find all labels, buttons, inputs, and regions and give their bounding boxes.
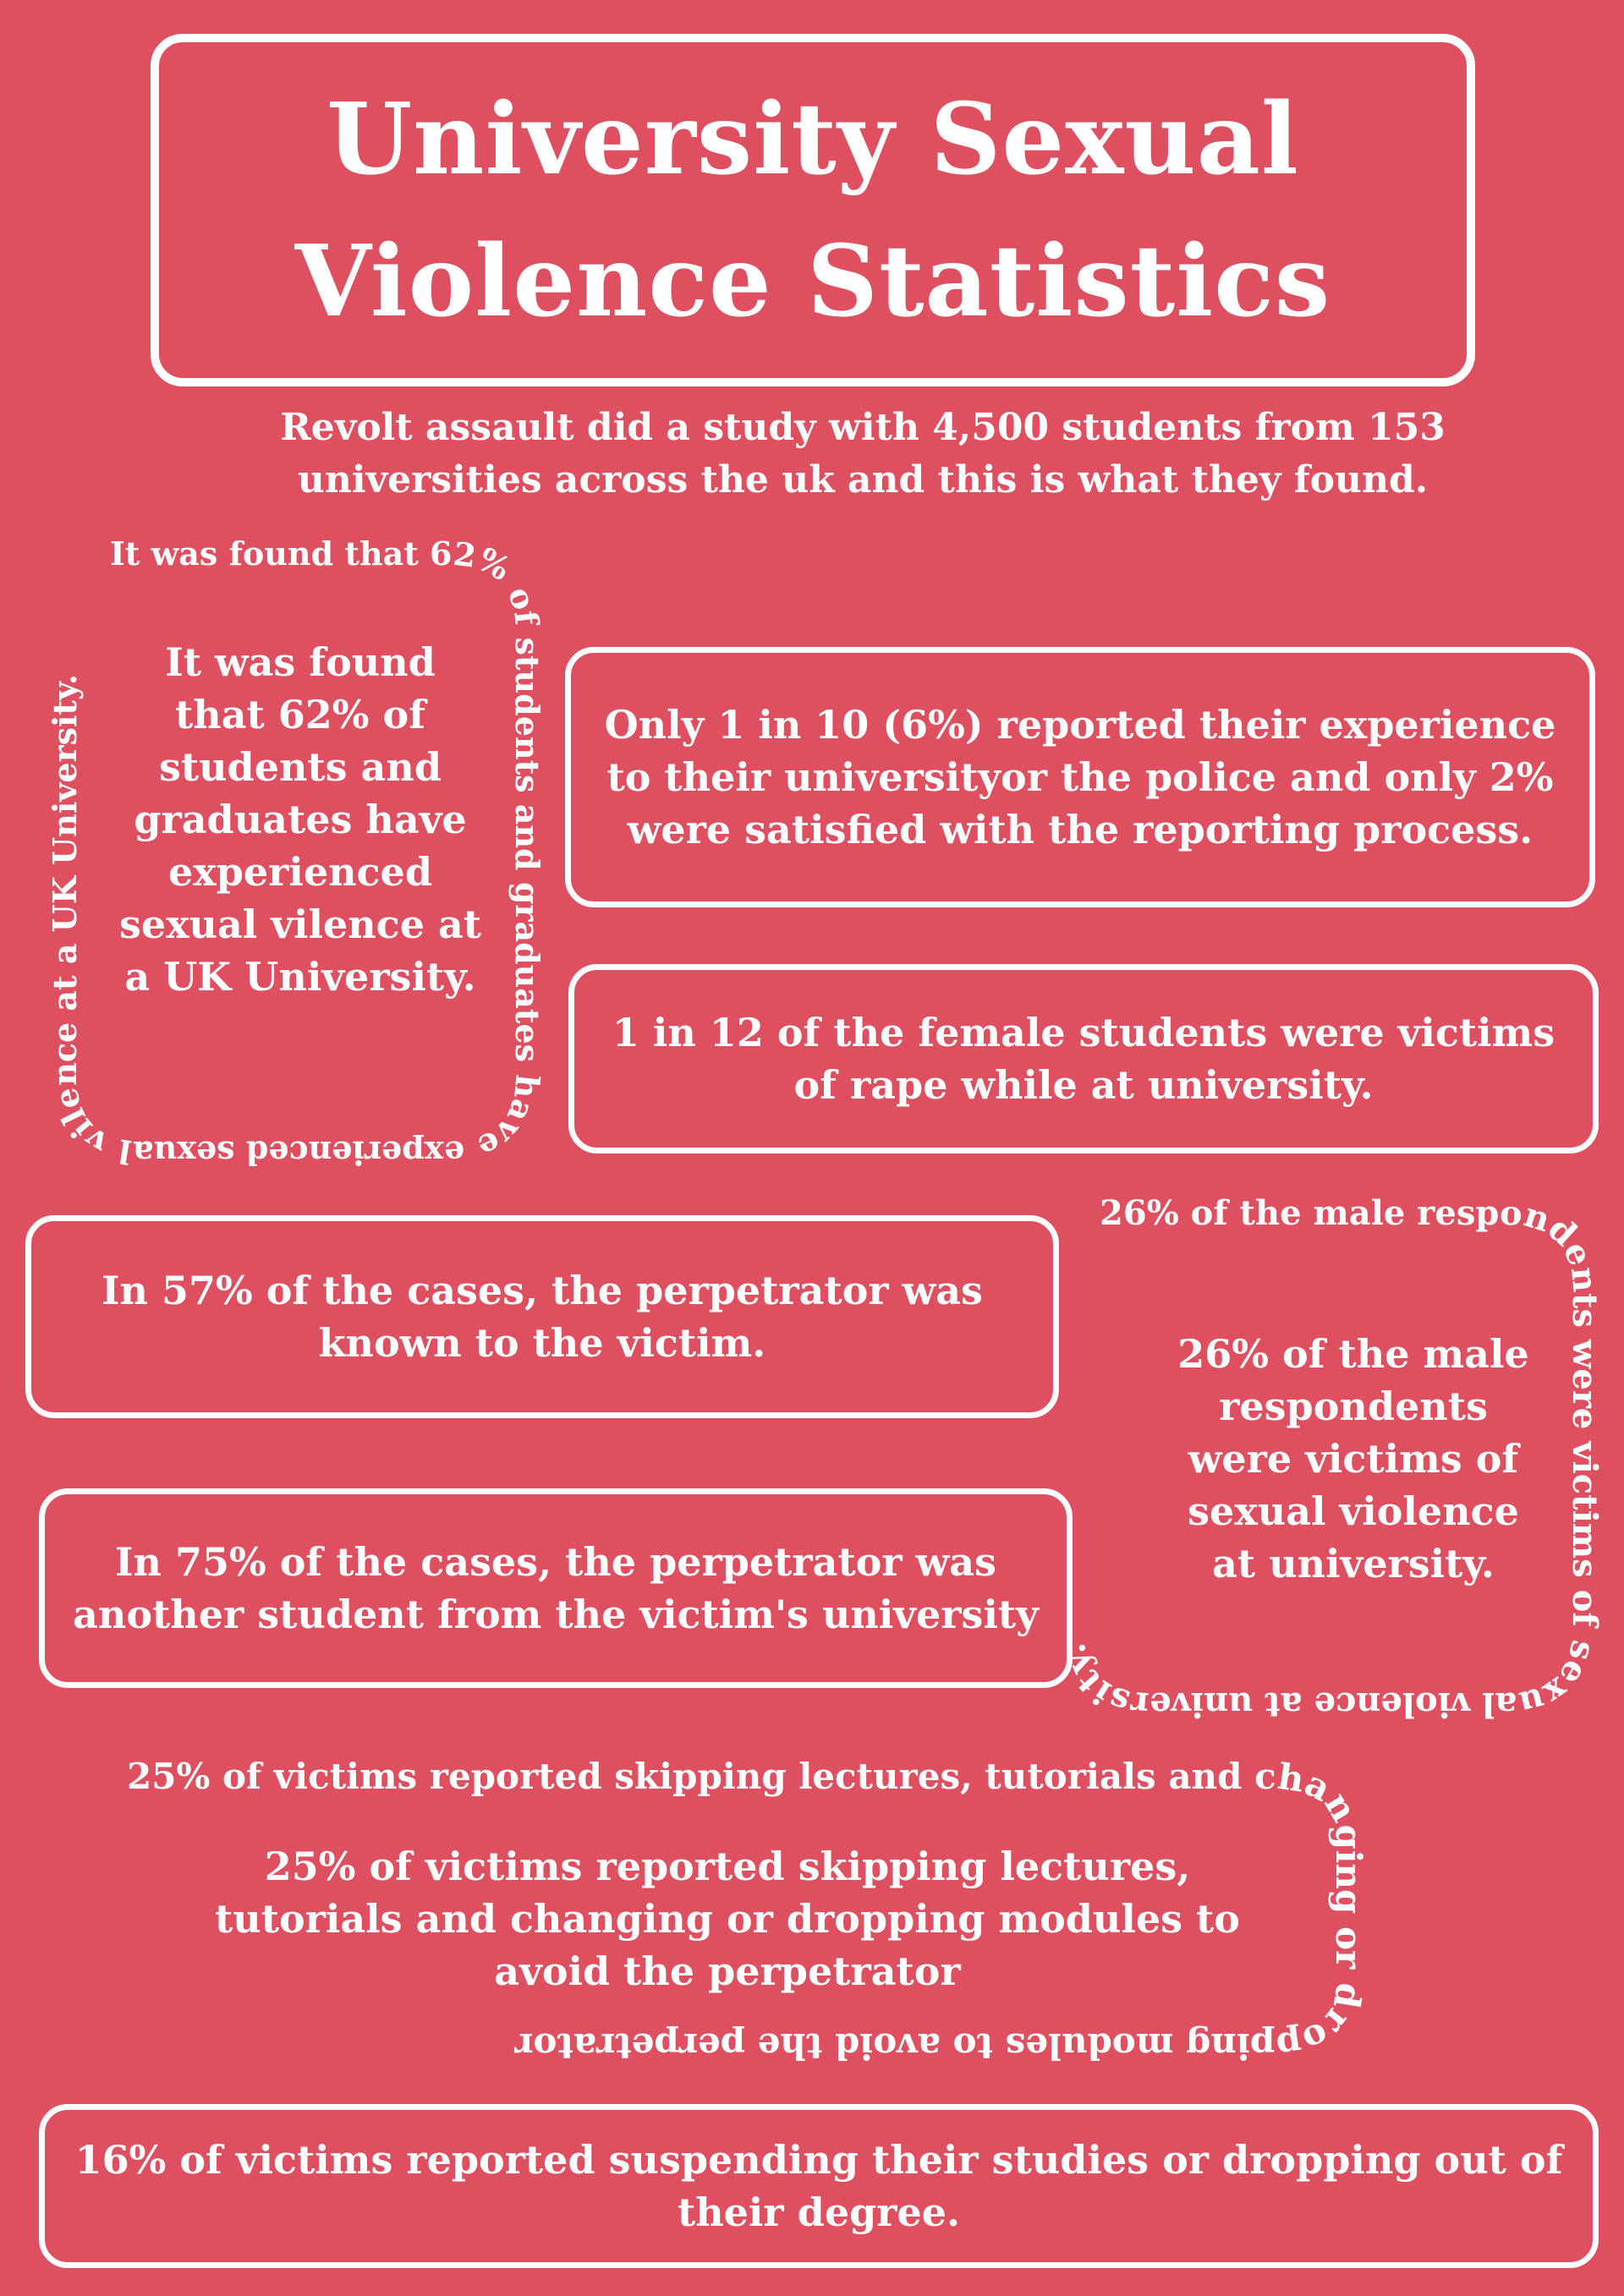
stat-reported-6: Only 1 in 10 (6%) reported their experience to their universityor the police and only 2% were satisfied with the reporting process. xyxy=(604,702,1556,852)
stat-known-57: In 57% of the cases, the perpetrator was known to the victim. xyxy=(102,1268,983,1366)
stat-suspending-16-box xyxy=(39,2104,1599,2268)
stat-25-center: 25% of victims reported skipping lectures, tutorials and changing or dropping modules to avoid the perpetrator xyxy=(215,1844,1240,1994)
ring-text-25: 25% of victims reported skipping lectures, tutorials and changing or dropping modules to avoid the perpetrator xyxy=(127,1755,1370,2068)
stat-female-rape: 1 in 12 of the female students were victims of rape while at university. xyxy=(612,1010,1555,1108)
stat-student-75: In 75% of the cases, the perpetrator was another student from the victim's university xyxy=(73,1539,1039,1637)
ring-text-62: It was found that 62% of students and graduates have experienced sexual vilence at a UK University. xyxy=(46,534,547,1173)
ring-text-26: 26% of the male respondents were victims of sexual violence at university. xyxy=(1052,1192,1605,1725)
stat-reported-6-box xyxy=(565,647,1595,907)
stat-female-box xyxy=(568,964,1599,1153)
title-line-2: Violence Statistics xyxy=(294,223,1331,339)
stat-student-75-box xyxy=(39,1488,1073,1688)
stat-26-center: 26% of the male respondents were victims of sexual violence at university. xyxy=(1177,1331,1529,1586)
title-line-1: University Sexual xyxy=(326,81,1299,197)
stat-62-center: It was found that 62% of students and graduates have experienced sexual vilence at a UK University. xyxy=(118,639,482,1000)
stat-suspending-16: 16% of victims reported suspending their studies or dropping out of their degree. xyxy=(74,2137,1563,2235)
stat-known-57-box xyxy=(25,1215,1059,1418)
intro-text: Revolt assault did a study with 4,500 students from 153 universities across the uk and this is what they found. xyxy=(280,406,1446,501)
